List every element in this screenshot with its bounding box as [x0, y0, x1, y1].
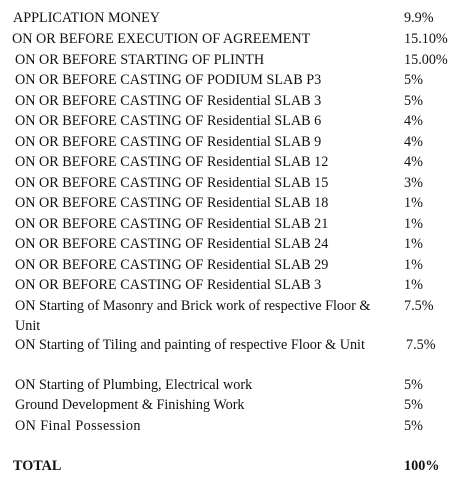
stage-description: ON OR BEFORE CASTING OF Residential SLAB 3	[15, 277, 322, 293]
stage-description: ON OR BEFORE CASTING OF Residential SLAB 15	[15, 175, 329, 191]
stage-description: ON Final Possession	[15, 418, 141, 434]
stage-description: ON OR BEFORE EXECUTION OF AGREEMENT	[12, 31, 311, 47]
stage-description: ON Starting of Plumbing, Electrical work	[15, 377, 253, 393]
stage-percentage: 1%	[404, 277, 423, 293]
stage-percentage: 7.5%	[406, 337, 436, 353]
stage-description: ON OR BEFORE CASTING OF PODIUM SLAB P3	[15, 72, 322, 88]
stage-description: ON OR BEFORE CASTING OF Residential SLAB 24	[15, 236, 329, 252]
stage-percentage: 9.9%	[404, 10, 434, 26]
stage-percentage: 5%	[404, 93, 423, 109]
stage-description: ON OR BEFORE CASTING OF Residential SLAB 3	[15, 93, 322, 109]
stage-description: ON OR BEFORE STARTING OF PLINTH	[15, 52, 265, 68]
stage-percentage: 3%	[404, 175, 423, 191]
stage-percentage: 5%	[404, 72, 423, 88]
stage-percentage: 5%	[404, 418, 423, 434]
stage-percentage: 1%	[404, 195, 423, 211]
total-percentage: 100%	[404, 458, 440, 474]
stage-percentage: 15.00%	[404, 52, 448, 68]
stage-percentage: 4%	[404, 154, 423, 170]
stage-description: ON Starting of Tiling and painting of respective Floor & Unit	[15, 337, 365, 353]
stage-description: ON OR BEFORE CASTING OF Residential SLAB 18	[15, 195, 329, 211]
stage-percentage: 5%	[404, 377, 423, 393]
stage-percentage: 5%	[404, 397, 423, 413]
stage-percentage: 7.5%	[404, 298, 434, 314]
stage-description: ON OR BEFORE CASTING OF Residential SLAB 12	[15, 154, 329, 170]
stage-description: Ground Development & Finishing Work	[15, 397, 245, 413]
stage-description: ON OR BEFORE CASTING OF Residential SLAB 29	[15, 257, 329, 273]
stage-description: ON Starting of Masonry and Brick work of respective Floor & Unit	[15, 298, 371, 334]
stage-percentage: 4%	[404, 134, 423, 150]
stage-percentage: 1%	[404, 257, 423, 273]
stage-percentage: 1%	[404, 216, 423, 232]
stage-description: ON OR BEFORE CASTING OF Residential SLAB 9	[15, 134, 322, 150]
stage-percentage: 4%	[404, 113, 423, 129]
stage-description: ON OR BEFORE CASTING OF Residential SLAB 6	[15, 113, 322, 129]
stage-percentage: 1%	[404, 236, 423, 252]
total-label: TOTAL	[13, 458, 62, 474]
stage-percentage: 15.10%	[404, 31, 448, 47]
stage-description: ON OR BEFORE CASTING OF Residential SLAB 21	[15, 216, 329, 232]
stage-description: APPLICATION MONEY	[13, 10, 160, 26]
